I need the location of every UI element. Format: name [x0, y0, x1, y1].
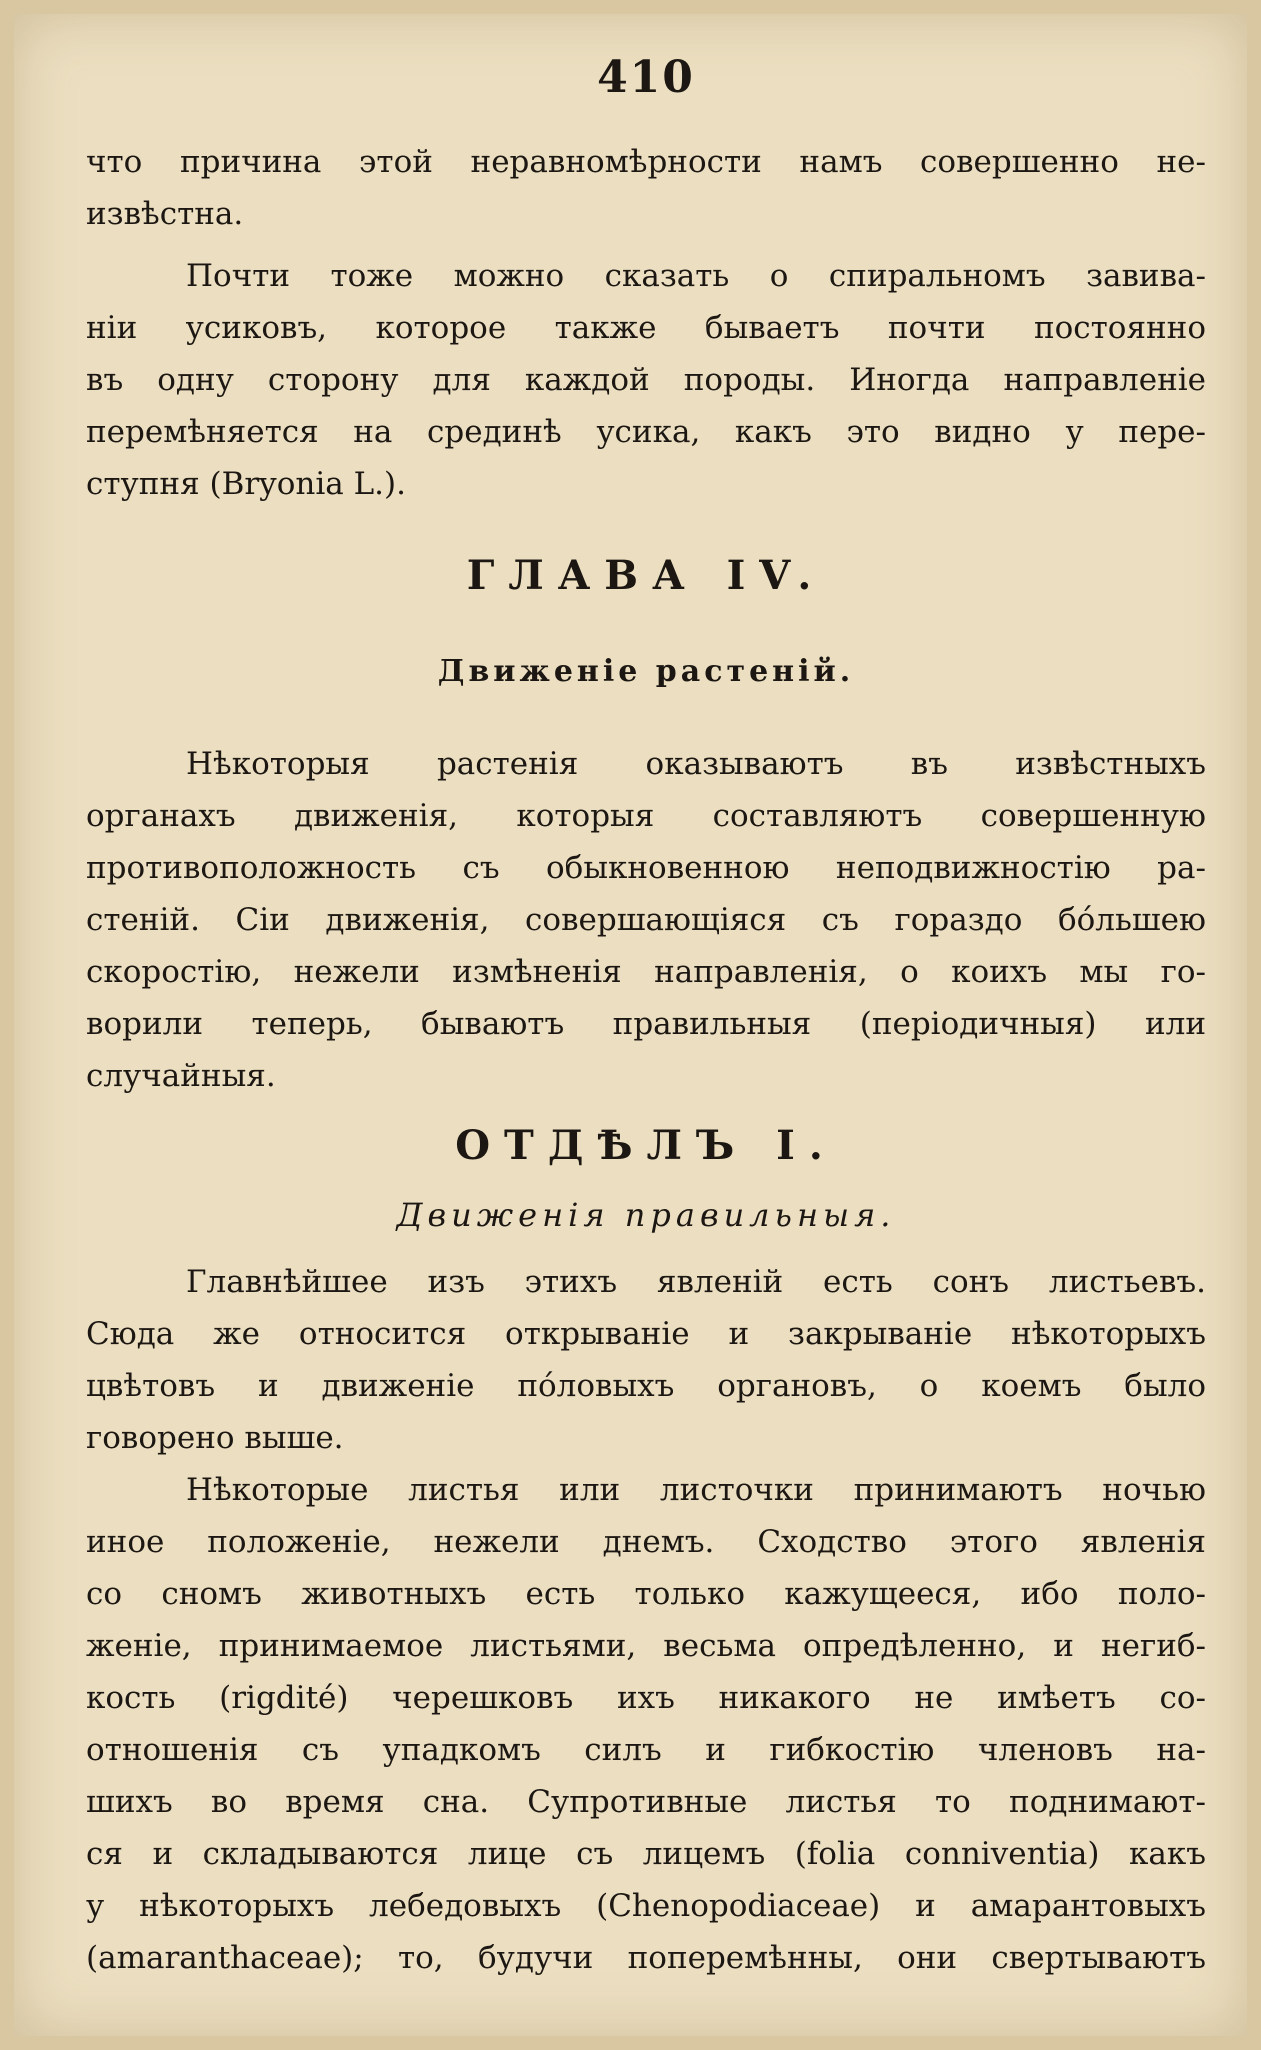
book-page: [14, 14, 1247, 2036]
text-line: ступня (Bryonia L.).: [86, 466, 406, 502]
text-line: у нѣкоторыхъ лебедовыхъ (Chenopodiaceae) и амарантовыхъ: [86, 1888, 1206, 1924]
text-line: женiе, принимаемое листьями, весьма опредѣленно, и негиб-: [86, 1628, 1206, 1664]
text-line: Нѣкоторые листья или листочки принимаютъ ночью: [186, 1472, 1206, 1508]
text-line: перемѣняется на срединѣ усика, какъ это видно у пере-: [86, 414, 1206, 450]
text-line: кость (rigdité) черешковъ ихъ никакого не имѣетъ со-: [86, 1680, 1206, 1716]
text-line: нiи усиковъ, которое также бываетъ почти постоянно: [86, 310, 1206, 346]
text-line: Главнѣйшее изъ этихъ явленiй есть сонъ листьевъ.: [186, 1264, 1206, 1300]
text-line: Нѣкоторыя растенiя оказываютъ въ извѣстныхъ: [186, 746, 1206, 782]
text-line: (amaranthaceae); то, будучи поперемѣнны, они свертываютъ: [86, 1940, 1206, 1976]
text-line: извѣстна.: [86, 196, 244, 232]
text-line: Почти тоже можно сказать о спиральномъ завива-: [186, 258, 1206, 294]
text-line: Сюда же относится открыванiе и закрыванiе нѣкоторыхъ: [86, 1316, 1206, 1352]
text-line: шихъ во время сна. Супротивные листья то поднимают-: [86, 1784, 1206, 1820]
text-line: цвѣтовъ и движенiе пóловыхъ органовъ, о коемъ было: [86, 1368, 1206, 1404]
section-heading: ОТДѢЛЪ I.: [455, 1122, 837, 1169]
text-line: отношенiя съ упадкомъ силъ и гибкостiю членовъ на-: [86, 1732, 1206, 1768]
text-line: случайныя.: [86, 1058, 276, 1094]
chapter-title: Движенiе растенiй.: [437, 654, 855, 689]
text-line: иное положенiе, нежели днемъ. Сходство этого явленiя: [86, 1524, 1206, 1560]
section-title: Движенiя правильныя.: [396, 1196, 896, 1234]
chapter-heading: ГЛАВА IV.: [466, 552, 826, 599]
text-line: скоростiю, нежели измѣненiя направленiя, о коихъ мы го-: [86, 954, 1206, 990]
text-line: что причина этой неравномѣрности намъ совершенно не-: [86, 144, 1206, 180]
text-line: въ одну сторону для каждой породы. Иногда направленiе: [86, 362, 1206, 398]
text-line: со сномъ животныхъ есть только кажущееся, ибо поло-: [86, 1576, 1206, 1612]
text-line: говорено выше.: [86, 1420, 344, 1456]
text-line: органахъ движенiя, которыя составляютъ совершенную: [86, 798, 1206, 834]
text-line: ворили теперь, бываютъ правильныя (перiодичныя) или: [86, 1006, 1206, 1042]
text-line: ся и складываются лице съ лицемъ (folia conniventia) какъ: [86, 1836, 1206, 1872]
text-line: стенiй. Сiи движенiя, совершающiяся съ гораздо бóльшею: [86, 902, 1206, 938]
page-number: 410: [597, 52, 695, 103]
text-line: противоположность съ обыкновенною неподвижностiю ра-: [86, 850, 1206, 886]
